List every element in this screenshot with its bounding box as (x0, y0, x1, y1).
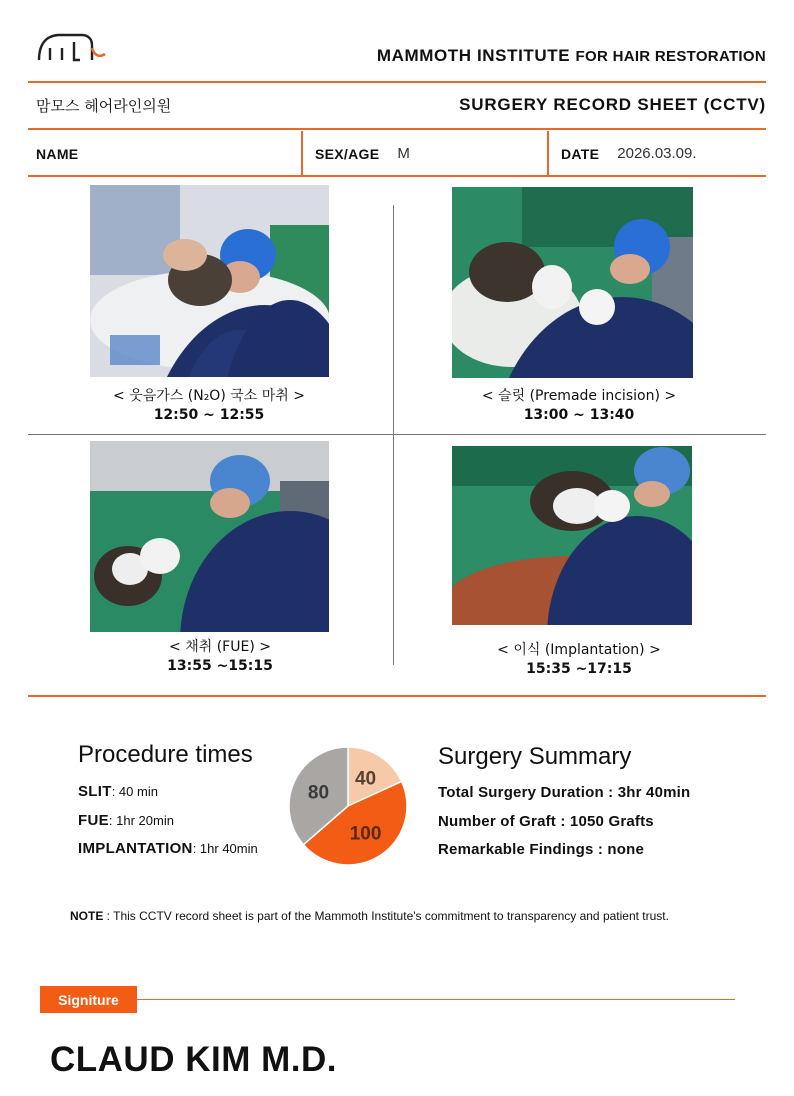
note-text (70, 909, 669, 923)
date-cell (561, 131, 697, 176)
photo-caption-1 (59, 387, 359, 425)
photo-caption-2 (429, 387, 729, 425)
procedure-value: : 40 min (111, 784, 158, 799)
procedure-pie-chart (287, 745, 409, 867)
surgery-summary-title: Surgery Summary (438, 743, 632, 770)
surgery-photo-anesthesia (90, 185, 329, 377)
date-value: 2026.03.09. (617, 145, 697, 162)
pie-label-40: 40 (354, 768, 377, 790)
summary-grafts: Number of Graft : 1050 Grafts (438, 813, 654, 830)
institute-name (377, 46, 766, 66)
photo-caption-3 (70, 638, 370, 676)
clinic-korean-name: 맘모스 헤어라인의원 (36, 97, 172, 115)
surgery-photo-slit (452, 187, 693, 378)
caption-title: < 채취 (FUE) > (169, 639, 271, 655)
sheet-title: SURGERY RECORD SHEET (CCTV) (459, 95, 766, 114)
procedure-value: : 1hr 40min (192, 841, 258, 856)
procedure-value: : 1hr 20min (108, 813, 174, 828)
signature-line (137, 999, 735, 1000)
caption-time: 13:55 ~15:15 (167, 658, 273, 674)
title-divider (28, 128, 766, 130)
note-label: NOTE (70, 909, 104, 923)
caption-time: 15:35 ~17:15 (526, 661, 632, 677)
photo-grid-horizontal (28, 434, 766, 435)
patient-info-row (28, 131, 766, 176)
caption-time: 12:50 ~ 12:55 (153, 407, 265, 423)
name-cell (36, 131, 96, 176)
procedure-label: SLIT (78, 783, 112, 800)
caption-title: < 이식 (Implantation) > (497, 642, 661, 658)
note-body: : This CCTV record sheet is part of the Mammoth Institute's commitment to transparency and patient trust. (103, 909, 669, 923)
pie-label-80: 80 (307, 782, 330, 804)
pie-label-100: 100 (349, 823, 382, 845)
info-separator (301, 131, 303, 176)
doctor-name: CLAUD KIM M.D. (50, 1040, 337, 1079)
info-separator (547, 131, 549, 176)
surgery-photo-fue (90, 441, 329, 632)
caption-time: 13:00 ~ 13:40 (523, 407, 635, 423)
header-divider (28, 81, 766, 83)
summary-findings: Remarkable Findings : none (438, 841, 645, 858)
procedure-label: FUE (78, 812, 109, 829)
sexage-label: SEX/AGE (315, 145, 380, 162)
info-divider (28, 175, 766, 177)
procedure-item-fue (78, 812, 174, 829)
institute-main: MAMMOTH INSTITUTE (376, 46, 571, 65)
sexage-cell (315, 131, 410, 176)
institute-sub: FOR HAIR RESTORATION (575, 48, 766, 65)
procedure-item-implantation (78, 840, 258, 857)
caption-title: < 슬릿 (Premade incision) > (481, 388, 677, 404)
procedure-label: IMPLANTATION (78, 840, 193, 857)
mammoth-logo-icon (36, 28, 108, 64)
photo-caption-4 (429, 641, 729, 679)
summary-duration: Total Surgery Duration : 3hr 40min (438, 784, 691, 801)
photos-divider (28, 695, 766, 697)
name-label: NAME (36, 145, 79, 162)
photo-grid-vertical (393, 205, 394, 665)
signature-badge: Signiture (40, 986, 137, 1013)
caption-title: < 웃음가스 (N₂O) 국소 마취 > (113, 388, 305, 404)
surgery-photo-implantation (452, 446, 692, 625)
procedure-times-title: Procedure times (78, 741, 253, 768)
procedure-item-slit (78, 783, 158, 800)
sexage-value: M (397, 145, 410, 162)
date-label: DATE (561, 145, 600, 162)
